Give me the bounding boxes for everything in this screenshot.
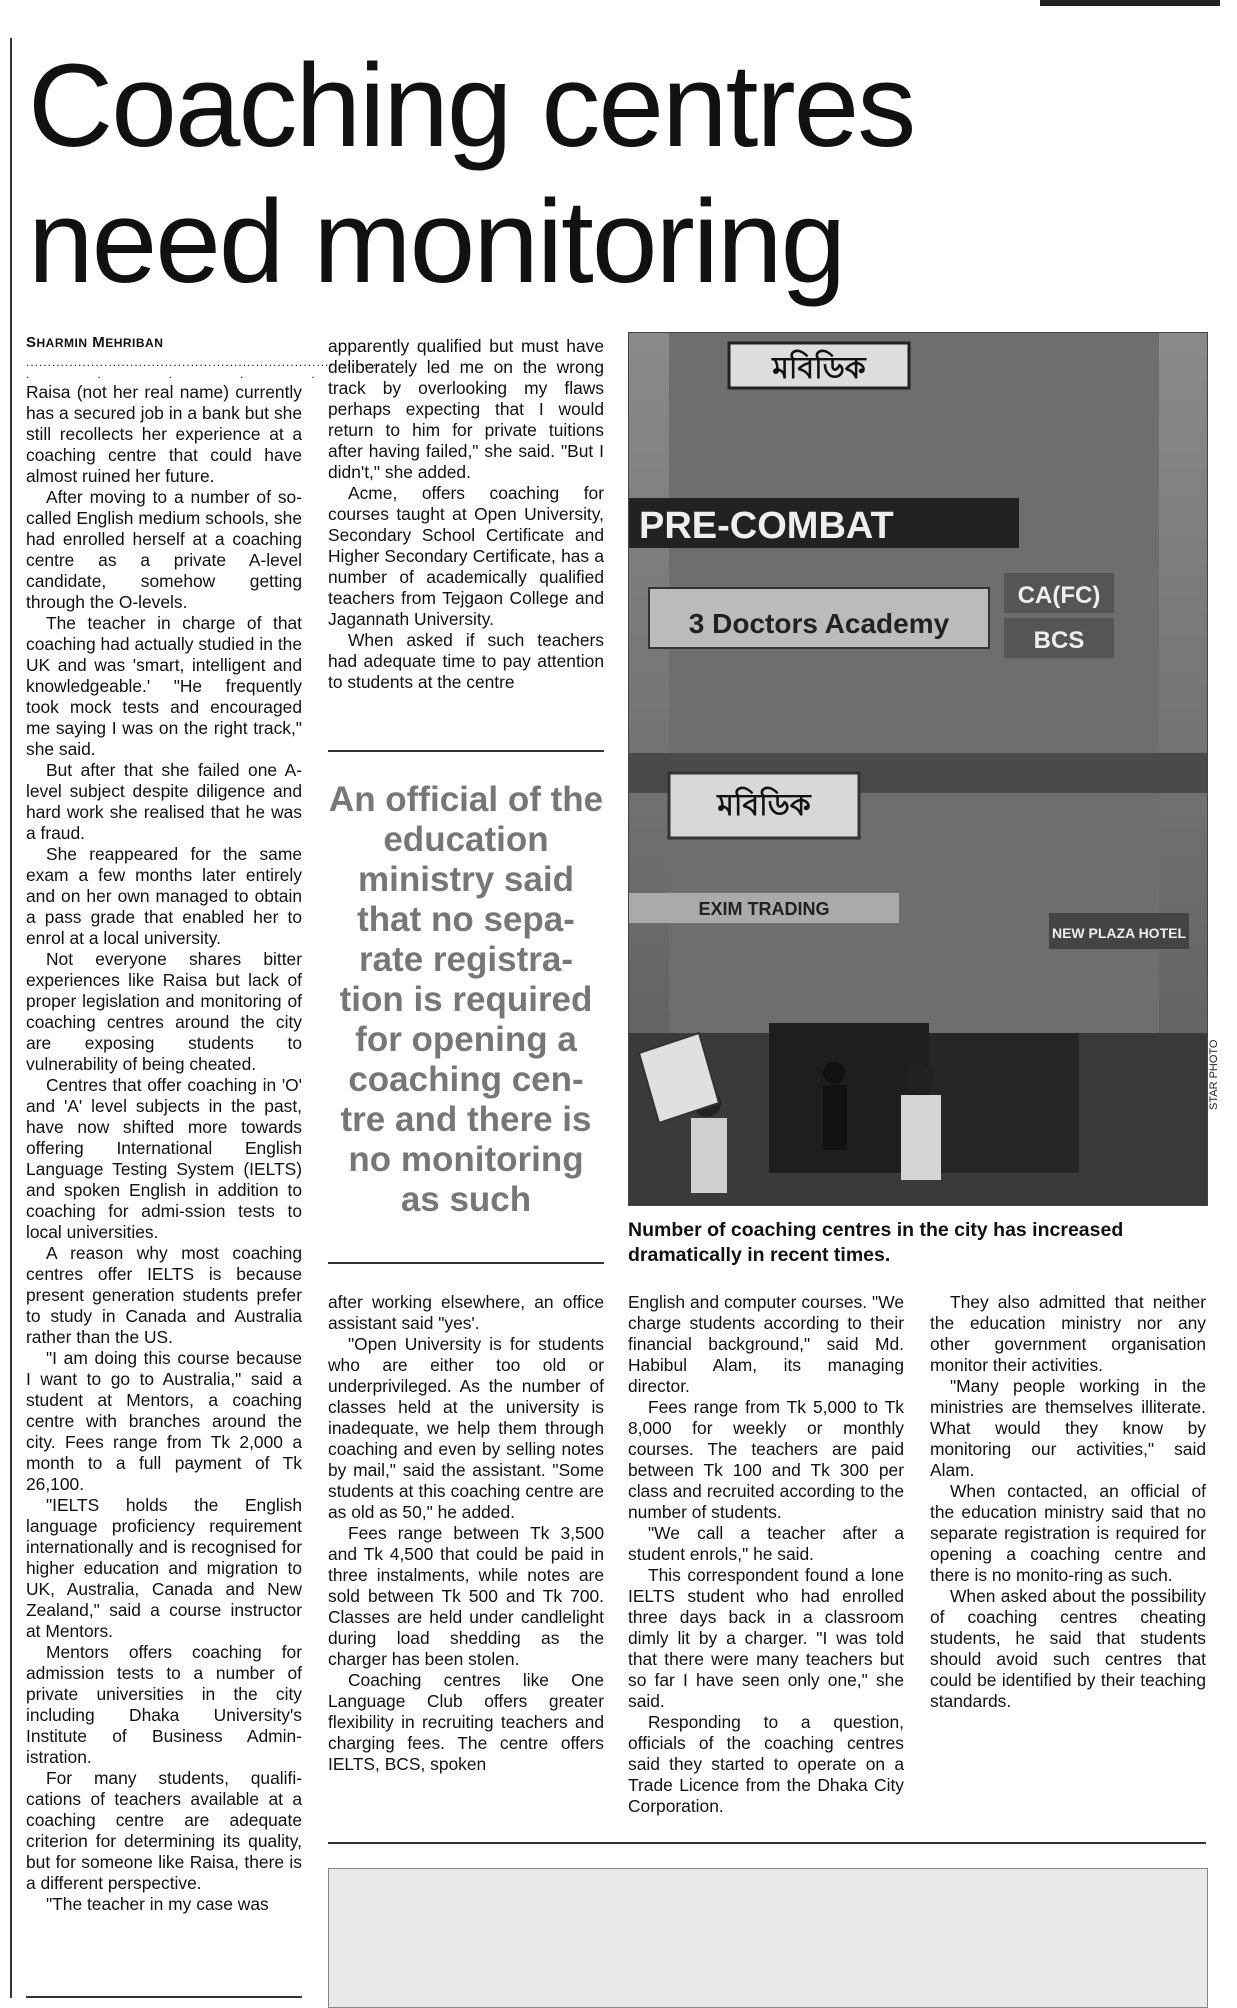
paragraph: She reappeared for the same exam a few months later entirely and on her own managed to obtain a pass grade that enabled her to enrol at a local university. — [26, 844, 302, 948]
paragraph: "I am doing this course because I want to go to Australia," said a student at Mentors, a coaching centre with branches around the city. Fees range from Tk 2,000 a month to a full payment of Tk 26,100. — [26, 1348, 302, 1494]
byline-dotted-rule: .................................................................................. — [26, 355, 382, 369]
paragraph: Fees range between Tk 3,500 and Tk 4,500 that could be paid in three instalments, while notes are sold between Tk 500 and Tk 700. Classes are held under candlelight during load shedding as the charger has been stolen. — [328, 1523, 604, 1669]
paragraph: They also admitted that neither the education ministry nor any other government organisation monitor their activities. — [930, 1292, 1206, 1375]
column-1-bottom-rule — [26, 1996, 302, 1998]
left-column-rule — [10, 38, 12, 1998]
paragraph: Raisa (not her real name) currently has a secured job in a bank but she still recollects her experience at a coaching centre that could have almost ruined her future. — [26, 382, 302, 486]
pull-quote-bottom-rule — [328, 1262, 604, 1264]
pull-quote: An official of the education ministry said that no sepa-rate registra-tion is required for opening a coaching cen-tre and there is no monitoring as such — [328, 780, 604, 1219]
pull-quote-top-rule — [328, 750, 604, 752]
paragraph: Mentors offers coaching for admission tests to a number of private universities in the city including Dhaka University's Institute of Business Admin-istration. — [26, 1642, 302, 1767]
paragraph: This correspondent found a lone IELTS student who had enrolled three days back in a classroom dimly lit by a charger. "I was told that there were many teachers but so far I have seen only one," she said. — [628, 1565, 904, 1711]
pedestrian-body — [823, 1085, 847, 1150]
paragraph: Acme, offers coaching for courses taught at Open University, Secondary School Certificate and Higher Secondary Certificate, has a number of academically qualified teachers from Tejgaon College and Jagannath University. — [328, 483, 604, 629]
pedestrian-body — [691, 1118, 727, 1193]
paragraph: When asked if such teachers had adequate time to pay attention to students at the centre — [328, 630, 604, 692]
paragraph: after working elsewhere, an office assistant said "yes'. — [328, 1292, 604, 1333]
pedestrian-head — [823, 1062, 845, 1084]
paragraph: When contacted, an official of the education ministry said that no separate registration is required for opening a coaching centre and there is no monito-ring as such. — [930, 1481, 1206, 1585]
blank-ad-box — [328, 1868, 1208, 2008]
pedestrian-head — [904, 1063, 934, 1093]
paragraph: Responding to a question, officials of the coaching centres said they started to operate on a Trade Licence from the Dhaka City Corporation. — [628, 1712, 904, 1816]
paragraph: For many students, qualifi-cations of teachers available at a coaching centre are adequate criterion for determining its quality, but for someone like Raisa, there is a different perspective. — [26, 1768, 302, 1893]
sign-text: মবিডিক — [772, 351, 866, 386]
paragraph: But after that she failed one A-level subject despite diligence and hard work she realised that he was a fraud. — [26, 760, 302, 843]
pedestrian-body — [901, 1095, 941, 1180]
bottom-section-rule — [328, 1842, 1206, 1844]
paragraph: "IELTS holds the English language proficiency requirement internationally and is recognised for higher education and migration to UK, Australia, Canada and New Zealand," said a course instructor at Mentors. — [26, 1495, 302, 1641]
column-1 — [26, 332, 383, 1915]
byline-dotted-rule-2: ..... — [26, 367, 383, 381]
shop-doorway — [929, 1033, 1079, 1173]
top-edge-fragment — [1040, 0, 1220, 6]
sign-text: 3 Doctors Academy — [688, 608, 950, 639]
paragraph: Coaching centres like One Language Club offers greater flexibility in recruiting teachers and charging fees. The centre offers IELTS, BCS, spoken — [328, 1670, 604, 1774]
sign-text: CA(FC) — [1017, 582, 1101, 609]
sign-text: NEW PLAZA HOTEL — [1051, 925, 1187, 941]
paragraph: "We call a teacher after a student enrols," he said. — [628, 1523, 904, 1564]
paragraph: Fees range from Tk 5,000 to Tk 8,000 for weekly or monthly courses. The teachers are paid between Tk 100 and Tk 300 per class and recruited according to the number of students. — [628, 1397, 904, 1522]
column-4 — [930, 1292, 1206, 1712]
paragraph: "Open University is for students who are either too old or underprivileged. As the number of classes held at the university is inadequate, we help them through coaching and even by selling notes by mail," said the assistant. "Some students at this coaching centre are as old as 50," he added. — [328, 1334, 604, 1522]
paragraph: Not everyone shares bitter experiences like Raisa but lack of proper legislation and monitoring of coaching centres around the city are exposing students to vulnerability of being cheated. — [26, 949, 302, 1074]
paragraph: "Many people working in the ministries are themselves illiterate. What would they know by monitoring our activities," said Alam. — [930, 1376, 1206, 1480]
photo-credit: STAR PHOTO — [1208, 1039, 1220, 1110]
photo-illustration — [629, 333, 1207, 1205]
column-3 — [628, 1292, 904, 1817]
paragraph: "The teacher in my case was — [46, 1894, 269, 1914]
sign-text: মবিডিক — [717, 788, 811, 823]
paragraph: English and computer courses. "We charge students according to their financial background," said Md. Habibul Alam, its managing director. — [628, 1292, 904, 1396]
sign-text: BCS — [1033, 627, 1085, 654]
paragraph: apparently qualified but must have deliberately led me on the wrong track by overlooking my flaws perhaps expecting that I would return to him for private tuitions after having failed," she said. "But I didn't," she added. — [328, 336, 604, 482]
photo-caption: Number of coaching centres in the city has increased dramatically in recent times. — [628, 1219, 1124, 1266]
paragraph: Centres that offer coaching in 'O' and 'A' level subjects in the past, have now shifted more towards offering International English Language Testing System (IELTS) and spoken English in addition to coaching for admi-ssion tests to local universities. — [26, 1075, 302, 1242]
column-2-bottom — [328, 1292, 604, 1775]
paragraph: When asked about the possibility of coaching centres cheating students, he said that students should avoid such centres that could be identified by their teaching standards. — [930, 1586, 1206, 1711]
sign-text: PRE-COMBAT — [639, 505, 894, 547]
headline: Coaching centres need monitoring — [28, 40, 915, 308]
street-photo — [628, 332, 1208, 1206]
paragraph: After moving to a number of so-called English medium schools, she had enrolled herself at a coaching centre as a private A-level candidate, somehow getting through the O-levels. — [26, 487, 302, 612]
sign-text: EXIM TRADING — [698, 899, 830, 919]
paragraph: The teacher in charge of that coaching had actually studied in the UK and was 'smart, intelligent and knowledgeable.' "He frequently took mock tests and encouraged me saying I was on the right track," she said. — [26, 613, 302, 759]
column-2-top — [328, 336, 604, 693]
byline: SHARMIN MEHRIBAN — [26, 334, 164, 351]
paragraph: A reason why most coaching centres offer IELTS is because present generation students prefer to study in Canada and Australia rather than the US. — [26, 1243, 302, 1347]
